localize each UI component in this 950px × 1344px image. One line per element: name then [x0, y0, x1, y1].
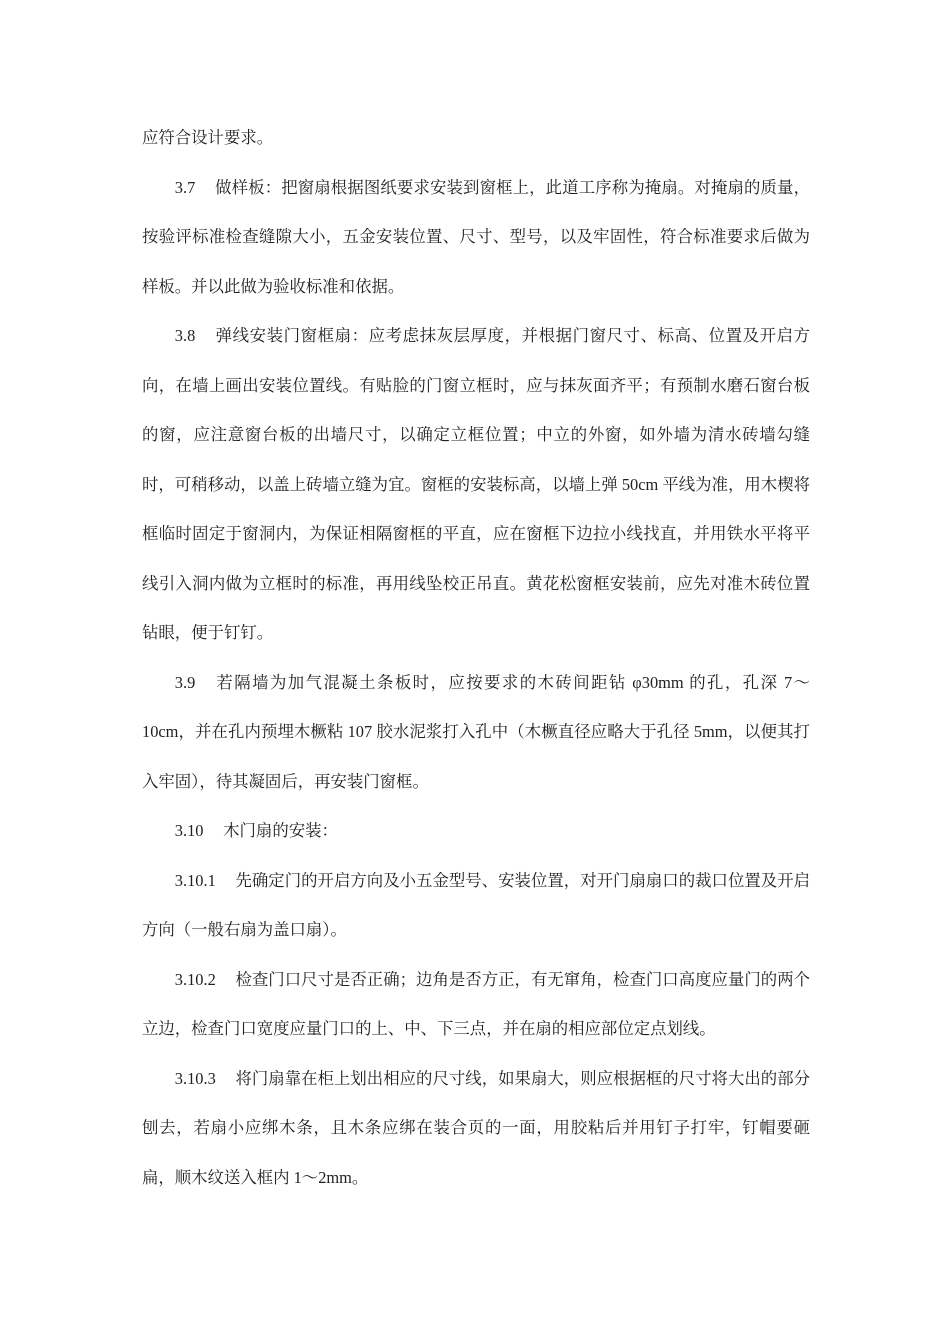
- document-text-block: [142, 113, 810, 1202]
- paragraph-text: 将门扇靠在柜上划出相应的尺寸线，如果扇大，则应根据框的尺寸将大出的部分刨去，若扇小应绑木条，且木条应绑在装合页的一面，用胶粘后并用钉子打牢，钉帽要砸扁，顺木纹送入框内 1～2mm。: [142, 1068, 810, 1187]
- paragraph-3-10-3: [142, 1054, 810, 1203]
- section-number: 3.7: [174, 177, 196, 197]
- paragraph-continuation: [142, 113, 810, 163]
- section-number: 3.8: [174, 326, 196, 345]
- paragraph-text: 检查门口尺寸是否正确；边角是否方正，有无窜角，检查门口高度应量门的两个立边，检查门口宽度应量门口的上、中、下三点，并在扇的相应部位定点划线。: [142, 969, 810, 1038]
- paragraph-3-9: [142, 658, 810, 807]
- paragraph-3-10-1: [142, 856, 810, 955]
- section-number: 3.10.2: [174, 969, 216, 989]
- paragraph-3-10: [142, 806, 810, 856]
- section-number: 3.9: [174, 672, 196, 692]
- paragraph-3-10-2: [142, 955, 810, 1054]
- paragraph-text: 先确定门的开启方向及小五金型号、安装位置，对开门扇扇口的裁口位置及开启方向（一般右扇为盖口扇）。: [142, 870, 810, 939]
- paragraph-text: 应符合设计要求。: [142, 128, 274, 147]
- paragraph-text: 木门扇的安装：: [223, 821, 338, 840]
- paragraph-text: 做样板：把窗扇根据图纸要求安装到窗框上，此道工序称为掩扇。对掩扇的质量，按验评标准检查缝隙大小，五金安装位置、尺寸、型号，以及牢固性，符合标准要求后做为样板。并以此做为验收标准和依据。: [142, 177, 810, 296]
- section-number: 3.10.1: [174, 870, 216, 890]
- paragraph-text: 弹线安装门窗框扇：应考虑抹灰层厚度，并根据门窗尺寸、标高、位置及开启方向，在墙上画出安装位置线。有贴脸的门窗立框时，应与抹灰面齐平；有预制水磨石窗台板的窗，应注意窗台板的出墙尺寸，以确定立框位置；中立的外窗，如外墙为清水砖墙勾缝时，可稍移动，以盖上砖墙立缝为宜。窗框的安装标高，以墙上弹 50cm 平线为准，用木楔将框临时固定于窗洞内，为保证相隔窗框的平直，应在窗框下边拉小线找直，并用铁水平将平线引入洞内做为立框时的标准，再用线坠校正吊直。黄花松窗框安装前，应先对准木砖位置钻眼，便于钉钉。: [142, 326, 810, 642]
- paragraph-text: 若隔墙为加气混凝土条板时，应按要求的木砖间距钻 φ30mm 的孔，孔深 7～10cm，并在孔内预埋木橛粘 107 胶水泥浆打入孔中（木橛直径应略大于孔径 5mm，以便其打入牢固），待其凝固后，再安装门窗框。: [142, 672, 810, 791]
- section-number: 3.10.3: [174, 1068, 216, 1088]
- paragraph-3-7: [142, 163, 810, 312]
- paragraph-3-8: [142, 311, 810, 658]
- section-number: 3.10: [174, 821, 204, 840]
